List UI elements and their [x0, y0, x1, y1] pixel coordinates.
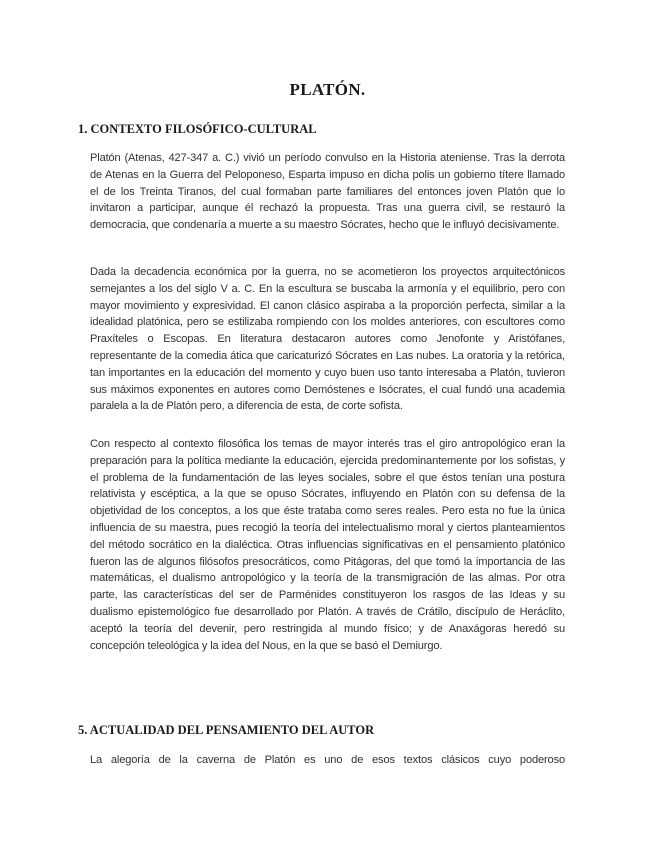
paragraph: Platón (Atenas, 427-347 a. C.) vivió un período convulso en la Historia ateniense. Tras la derrota de Atenas en la Guerra del Peloponeso, Esparta impuso en dicha polis un gobierno títere llamado el de los Treinta Tiranos, del cual formaban parte familiares del entonces joven Platón que lo invitaron a participar, aunque él rechazó la propuesta. Tras una guerra civil, se restauró la democracia, que condenaría a muerte a su maestro Sócrates, hecho que le influyó decisivamente. [90, 152, 565, 232]
paragraph: La alegoría de la caverna de Platón es uno de esos textos clásicos cuyo poderoso [90, 754, 565, 766]
section-heading-contexto: 1. CONTEXTO FILOSÓFICO-CULTURAL [78, 122, 317, 136]
page-title: PLATÓN. [289, 80, 366, 99]
section-heading-actualidad: 5. ACTUALIDAD DEL PENSAMIENTO DEL AUTOR [78, 723, 375, 737]
paragraph: Dada la decadencia económica por la guerra, no se acometieron los proyectos arquitectónicos semejantes a los del siglo V a. C. En la escultura se buscaba la armonía y el equilibrio, pero con mayor movimiento y expresividad. El canon clásico aspiraba a la proporción perfecta, similar a la idealidad platónica, pero se estilizaba rompiendo con los moldes anteriores, con escultores como Praxíteles o Escopas. En literatura destacaron autores como Jenofonte y Aristófanes, representante de la comedia ática que caricaturizó Sócrates en Las nubes. La oratoria y la retórica, tan importantes en la educación del momento y cuyo buen uso tanto interesaba a Platón, tuvieron sus máximos exponentes en autores como Demóstenes e Isócrates, el cual fundó una academia paralela a la de Platón pero, a diferencia de esta, de corte sofista. [90, 266, 565, 413]
paragraph: Con respecto al contexto filosófica los temas de mayor interés tras el giro antropológico eran la preparación para la política mediante la educación, ejercida predominantemente por los sofistas, y el problema de la fundamentación de las leyes sociales, sobre el que éstos tenían una postura relativista y escéptica, a la que se opuso Sócrates, influyendo en Platón con su defensa de la objetividad de los conceptos, a los que éste trataba como seres reales. Pero esta no fue la única influencia de su maestra, pues recogió la teoría del intelectualismo moral y ciertos planteamientos del método socrático en la dialéctica. Otras influencias significativas en el pensamiento platónico fueron las de algunos filósofos presocráticos, como Pitágoras, del que tomó la importancia de las matemáticas, el dualismo antropológico y la teoría de la transmigración de las almas. Por otra parte, las características del ser de Parménides constituyeron los rasgos de las Ideas y su dualismo epistemológico fue desarrollado por Platón. A través de Crátilo, discípulo de Heráclito, aceptó la teoría del devenir, pero restringida al mundo físico; y de Anaxágoras heredó su concepción teleológica y la idea del Nous, en la que se basó el Demiurgo. [90, 438, 565, 652]
